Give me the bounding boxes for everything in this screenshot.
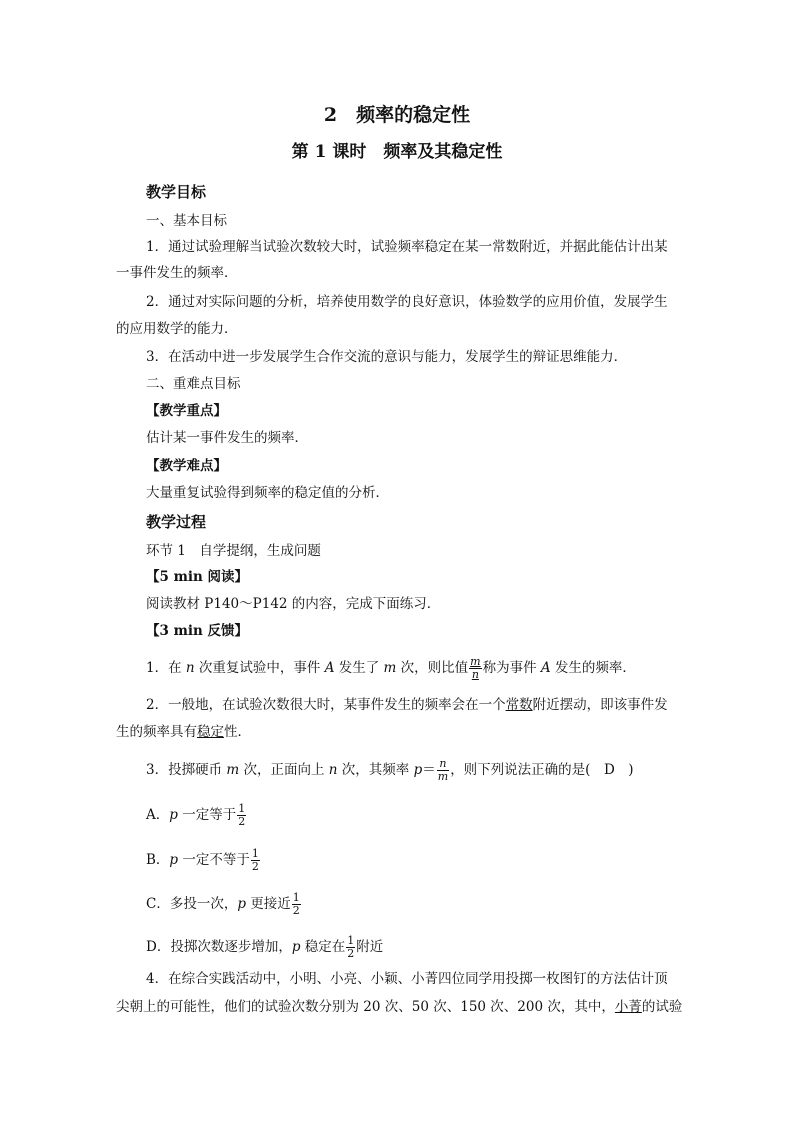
goal-1-line-2: 一事件发生的频率． (116, 265, 238, 281)
key-point-text: 估计某一事件发生的频率． (146, 430, 308, 446)
fraction-one-half: $\frac{1}{2}$ (251, 847, 259, 873)
option-b: B．p 一定不等于 $\frac{1}{2}$ (146, 847, 259, 873)
option-d: D．投掷次数逐步增加，p 稳定在 $\frac{1}{2}$ 附近 (146, 934, 384, 960)
goal-3: 3．在活动中进一步发展学生合作交流的意识与能力，发展学生的辩证思维能力． (146, 349, 628, 365)
question-4-line-1: 4．在综合实践活动中，小明、小亮、小颖、小菁四位同学用投掷一枚图钉的方法估计顶 (146, 971, 668, 987)
read-text: 阅读教材 P140～P142 的内容，完成下面练习． (146, 596, 441, 612)
difficulty-label: 【教学难点】 (146, 458, 227, 474)
question-2-line-1: 2．一般地，在试验次数很大时，某事件发生的频率会在一个常数附近摆动，即该事件发 (146, 697, 668, 713)
page-title: 2 频率的稳定性 (323, 104, 471, 126)
question-4-line-2: 尖朝上的可能性，他们的试验次数分别为 20 次、50 次、150 次、200 次，其中，小菁的试验 (116, 999, 683, 1015)
option-a: A．p 一定等于 $\frac{1}{2}$ (146, 802, 246, 828)
fraction-m-over-n: $\frac{m}{n}$ (470, 655, 481, 681)
page-subtitle: 第 1 课时 频率及其稳定性 (291, 142, 503, 162)
goal-1-line-1: 1．通过试验理解当试验次数较大时，试验频率稳定在某一常数附近，并据此能估计出某 (146, 239, 668, 255)
goals-heading: 教学目标 (146, 183, 207, 201)
process-heading: 教学过程 (146, 513, 207, 531)
key-goals-heading: 二、重难点目标 (146, 376, 241, 392)
feedback-label: 【3 min 反馈】 (146, 623, 249, 639)
fraction-one-half: $\frac{1}{2}$ (292, 891, 300, 917)
section-1-heading: 环节 1 自学提纲，生成问题 (146, 543, 321, 559)
fraction-one-half: $\frac{1}{2}$ (238, 802, 246, 828)
question-1: 1．在 n 次重复试验中，事件 A 发生了 m 次，则比值 $\frac{m}{n}$ 称为事件 A 发生的频率． (146, 655, 636, 681)
fraction-one-half: $\frac{1}{2}$ (347, 934, 355, 960)
read-label: 【5 min 阅读】 (146, 569, 249, 585)
fraction-n-over-m: $\frac{n}{m}$ (437, 757, 449, 783)
key-point-label: 【教学重点】 (146, 403, 227, 419)
goal-2-line-1: 2．通过对实际问题的分析，培养使用数学的良好意识，体验数学的应用价值，发展学生 (146, 294, 668, 310)
question-2-line-2: 生的频率具有稳定性． (116, 724, 251, 740)
goal-2-line-2: 的应用数学的能力． (116, 321, 238, 337)
basic-goals-heading: 一、基本目标 (146, 213, 227, 229)
option-c: C．多投一次，p 更接近 $\frac{1}{2}$ (146, 891, 300, 917)
question-3: 3．投掷硬币 m 次，正面向上 n 次，其频率 p＝ $\frac{n}{m}$ ，则下列说法正确的是( D ) (146, 757, 634, 783)
difficulty-text: 大量重复试验得到频率的稳定值的分析． (146, 485, 389, 501)
